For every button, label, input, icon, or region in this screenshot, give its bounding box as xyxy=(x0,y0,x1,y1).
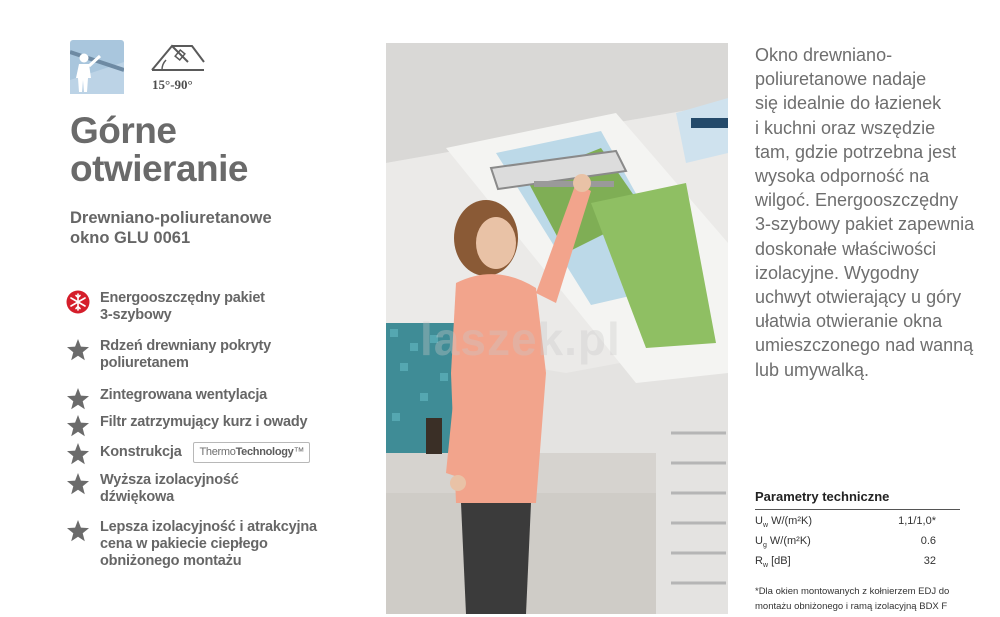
feature-text: Zintegrowana wentylacja xyxy=(100,387,268,403)
feature-text: Lepsza izolacyjność i atrakcyjna xyxy=(100,519,317,535)
feature-text: obniżonego montażu xyxy=(100,553,242,569)
description-line: ułatwia otwieranie okna xyxy=(755,311,943,332)
title-line: otwieranie xyxy=(70,148,248,189)
feature-text: poliuretanem xyxy=(100,355,189,371)
thermotechnology-badge xyxy=(193,442,310,463)
param-row xyxy=(755,510,960,530)
param-subscript: w xyxy=(762,522,769,530)
star-icon xyxy=(66,414,90,438)
subtitle-line: okno GLU 0061 xyxy=(70,229,191,247)
param-symbol: R xyxy=(755,555,763,567)
param-symbol: U xyxy=(755,535,763,547)
feature-item xyxy=(66,290,356,324)
params-title: Parametry techniczne xyxy=(755,489,960,510)
description-line: umieszczonego nad wanną xyxy=(755,335,974,356)
param-row xyxy=(755,550,960,570)
param-symbol: U xyxy=(755,515,763,527)
description-line: tam, gdzie potrzebna jest xyxy=(755,141,957,162)
feature-item xyxy=(66,442,356,466)
snowflake-icon xyxy=(66,290,90,314)
description-line: i kuchni oraz wszędzie xyxy=(755,117,936,138)
subtitle-line: Drewniano-poliuretanowe xyxy=(70,209,272,227)
description-line: lub umywalką. xyxy=(755,359,870,380)
feature-item xyxy=(66,414,356,438)
page-title xyxy=(70,112,370,188)
param-value: 0.6 xyxy=(920,535,936,547)
badge-thermo: Thermo xyxy=(199,446,236,458)
param-subscript: w xyxy=(762,562,769,570)
star-icon xyxy=(66,519,90,543)
description-line: wysoka odporność na xyxy=(755,166,930,187)
description-line: uchwyt otwierający u góry xyxy=(755,287,962,308)
param-subscript: g xyxy=(762,542,767,550)
product-description xyxy=(755,43,995,382)
roof-pitch-icon xyxy=(150,40,206,74)
description-line: doskonałe właściwości xyxy=(755,238,937,259)
star-icon xyxy=(66,442,90,466)
badge-trademark: ™ xyxy=(293,446,305,458)
star-icon xyxy=(66,338,90,362)
param-unit: [dB] xyxy=(771,555,791,567)
param-unit: W/(m²K) xyxy=(769,535,811,547)
star-icon xyxy=(66,472,90,496)
watermark: laszek.pl xyxy=(420,313,621,365)
installation-person-icon xyxy=(70,40,124,94)
feature-item xyxy=(66,338,356,372)
feature-text: Energooszczędny pakiet xyxy=(100,290,265,306)
technical-params xyxy=(755,489,960,570)
footnote-line: montażu obniżonego i ramą izolacyjną BDX F xyxy=(755,601,948,612)
param-value: 1,1/1,0* xyxy=(898,515,936,527)
star-icon xyxy=(66,387,90,411)
feature-text: dźwiękowa xyxy=(100,489,174,505)
badge-technology: Technology xyxy=(235,446,294,458)
feature-item xyxy=(66,519,356,570)
feature-text: 3-szybowy xyxy=(100,307,172,323)
roof-pitch-range: 15°-90° xyxy=(152,77,193,92)
description-line: Okno drewniano- xyxy=(755,45,893,65)
feature-text: cena w pakiecie ciepłego xyxy=(100,536,268,552)
param-unit: W/(m²K) xyxy=(771,515,813,527)
feature-text: Konstrukcja xyxy=(100,444,182,460)
product-subtitle xyxy=(70,208,370,248)
description-line: się idealnie do łazienek xyxy=(755,93,942,114)
feature-text: Rdzeń drewniany pokryty xyxy=(100,338,272,354)
description-line: izolacyjne. Wygodny xyxy=(755,262,919,283)
feature-item xyxy=(66,387,356,411)
feature-item xyxy=(66,472,356,506)
param-value: 32 xyxy=(923,555,936,567)
description-line: poliuretanowe nadaje xyxy=(755,69,927,90)
description-line: 3-szybowy pakiet zapewnia xyxy=(755,214,975,235)
feature-text: Filtr zatrzymujący kurz i owady xyxy=(100,414,308,430)
footnote xyxy=(755,584,995,614)
footnote-line: *Dla okien montowanych z kołnierzem EDJ do xyxy=(755,586,950,597)
description-line: wilgoć. Energooszczędny xyxy=(755,190,959,211)
param-row xyxy=(755,530,960,550)
title-line: Górne xyxy=(70,110,177,151)
feature-text: Wyższa izolacyjność xyxy=(100,472,239,488)
